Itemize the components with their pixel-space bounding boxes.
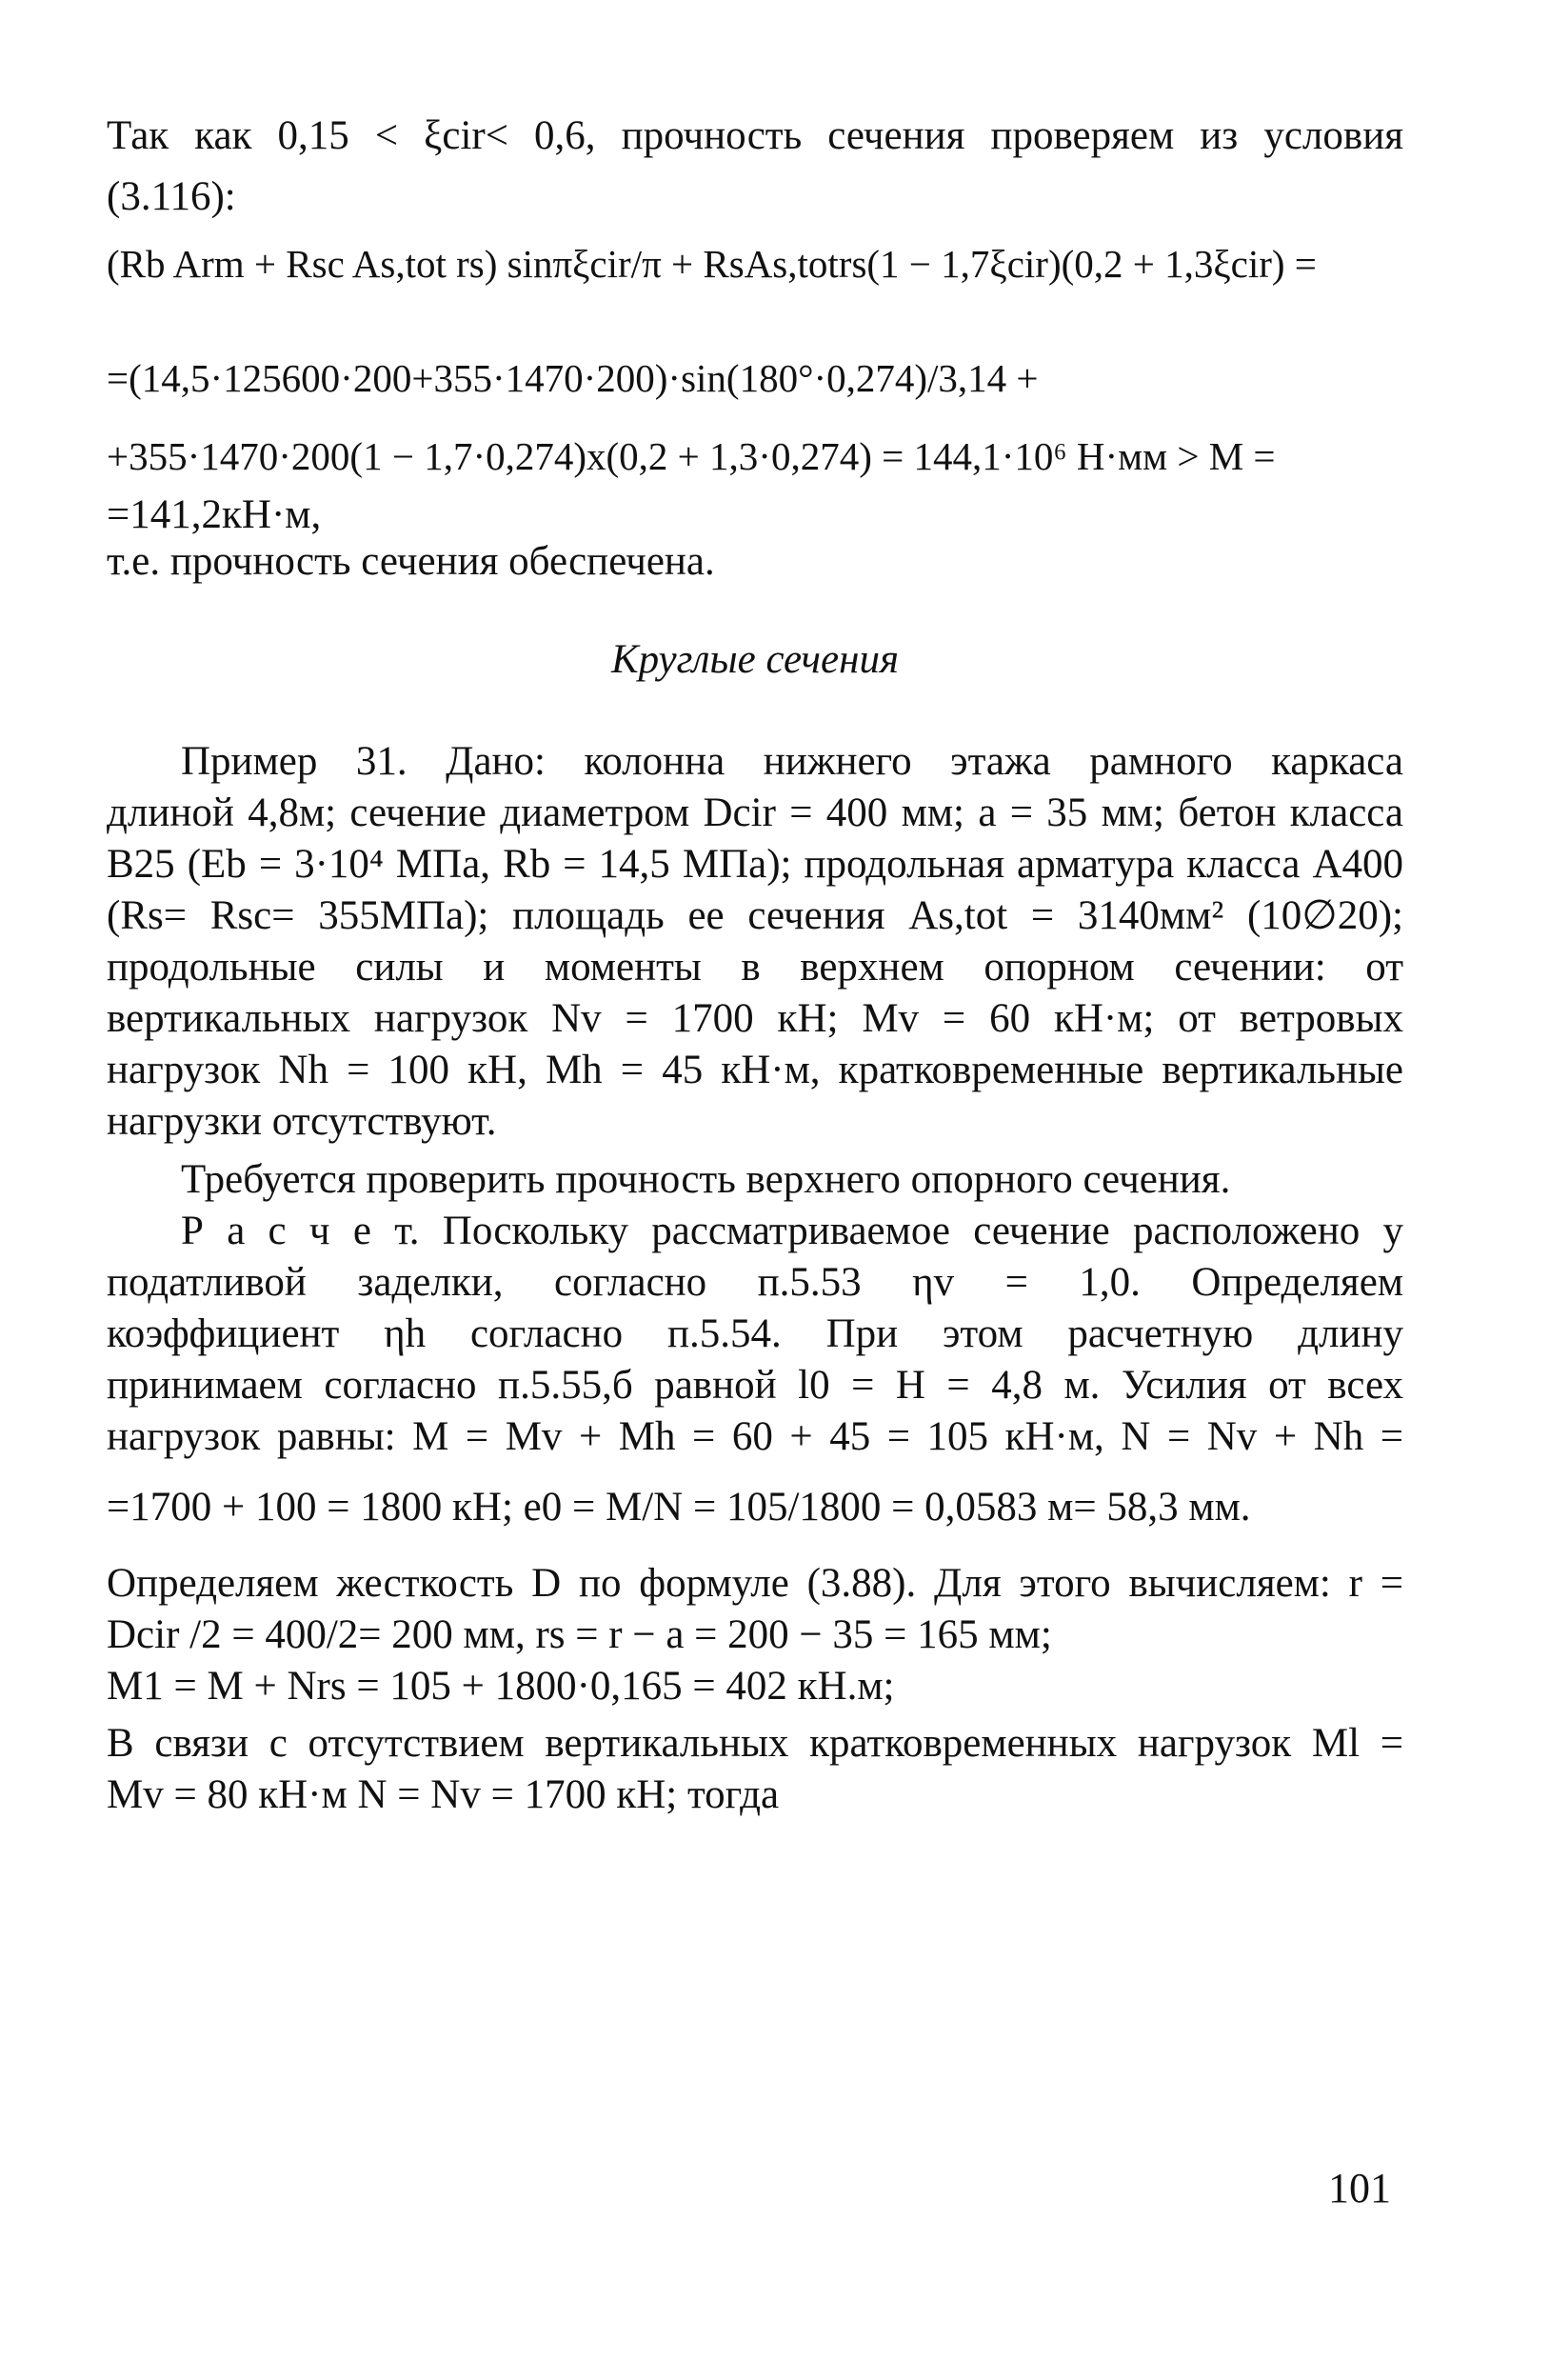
text-line: т.е. прочность сечения обеспечена. (107, 539, 715, 584)
text-line: (3.116): (107, 174, 236, 219)
text-line: коэффициент ηh согласно п.5.54. При этом расчетную длину (107, 1311, 1403, 1356)
formula-line: (Rb Arm + Rsc As,tot rs) sinπξcir/π + RsAs,totrs(1 − 1,7ξcir)(0,2 + 1,3ξcir) = (107, 242, 1317, 286)
text-line: нагрузок равны: M = Mv + Mh = 60 + 45 = 105 кН·м, N = Nv + Nh = (107, 1414, 1403, 1459)
text-line: Mv = 80 кН·м N = Nv = 1700 кН; тогда (107, 1772, 780, 1817)
text-line: B25 (Eb = 3·10⁴ МПа, Rb = 14,5 МПа); продольная арматура класса A400 (107, 842, 1403, 887)
page-number: 101 (1328, 2165, 1391, 2211)
text-line: Определяем жесткость D по формуле (3.88). Для этого вычисляем: r = (107, 1561, 1403, 1606)
text-line: Р а с ч е т. Поскольку рассматриваемое сечение расположено у (181, 1209, 1403, 1253)
text-line: вертикальных нагрузок Nv = 1700 кН; Mv = 60 кН·м; от ветровых (107, 996, 1403, 1041)
text-line: продольные силы и моменты в верхнем опорном сечении: от (107, 945, 1403, 990)
text-line: податливой заделки, согласно п.5.53 ηv = 1,0. Определяем (107, 1260, 1403, 1305)
text-line: =141,2кН·м, (107, 492, 322, 537)
text-line: принимаем согласно п.5.55,б равной l0 = H = 4,8 м. Усилия от всех (107, 1363, 1403, 1408)
text-line: Требуется проверить прочность верхнего опорного сечения. (181, 1157, 1231, 1202)
text-line: нагрузок Nh = 100 кН, Mh = 45 кН·м, кратковременные вертикальные (107, 1048, 1403, 1092)
text-line: нагрузки отсутствуют. (107, 1099, 497, 1144)
text-line: Dcir /2 = 400/2= 200 мм, rs = r − a = 200 − 35 = 165 мм; (107, 1612, 1052, 1657)
section-heading: Круглые сечения (611, 637, 899, 682)
formula-line: =1700 + 100 = 1800 кН; e0 = M/N = 105/1800 = 0,0583 м= 58,3 мм. (107, 1485, 1251, 1530)
text-line: Пример 31. Дано: колонна нижнего этажа рамного каркаса (181, 739, 1403, 784)
text-line: В связи с отсутствием вертикальных кратковременных нагрузок Ml = (107, 1721, 1403, 1766)
text-line: (Rs= Rsc= 355МПа); площадь ее сечения As,tot = 3140мм² (10∅20); (107, 893, 1403, 938)
text-line: M1 = M + Nrs = 105 + 1800·0,165 = 402 кН.м; (107, 1664, 895, 1709)
text-line: длиной 4,8м; сечение диаметром Dcir = 400 мм; a = 35 мм; бетон класса (107, 790, 1403, 835)
formula-line: =(14,5·125600·200+355·1470·200)·sin(180°·0,274)/3,14 + (107, 356, 1039, 400)
text-line: Так как 0,15 < ξcir< 0,6, прочность сечения проверяем из условия (107, 113, 1403, 158)
formula-line: +355·1470·200(1 − 1,7·0,274)x(0,2 + 1,3·0,274) = 144,1·10⁶ Н·мм > M = (107, 434, 1276, 478)
